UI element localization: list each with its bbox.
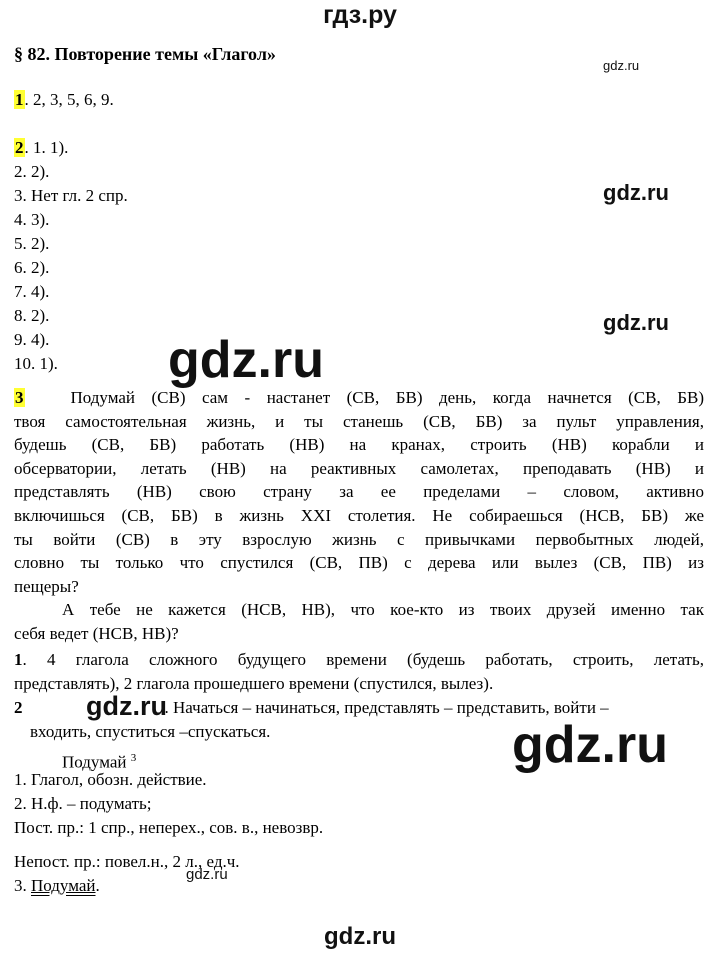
text-line: словно ты только что спустился (СВ, ПВ) с дерева или вылез (СВ, ПВ) из	[14, 553, 704, 573]
exercise-number: 1	[15, 90, 24, 109]
watermark-bottom-small: gdz.ru	[186, 866, 228, 883]
text-line: обсерватории, летать (НВ) на реактивных самолетах, преподавать (НВ) и	[14, 458, 704, 478]
text-line: будешь (СВ, БВ) работать (НВ) на кранах, строить (НВ) корабли и	[14, 435, 704, 455]
parse-line: 1. Глагол, обозн. действие.	[14, 770, 207, 789]
watermark-big-1: gdz.ru	[168, 331, 324, 389]
parse-heading: Подумай $^3$	[62, 752, 137, 772]
exercise-2-line: 6. 2).	[14, 258, 50, 277]
exercise-3-question-2: 2 . Начаться – начинаться, представлять – представить, войти –	[14, 698, 609, 717]
text-line: себя ведет (НСВ, НВ)?	[14, 623, 179, 643]
text-line: ты войти (СВ) в эту взрослую жизнь с привычками первобытных людей,	[14, 529, 704, 549]
text-line: твоя самостоятельная жизнь, и ты станешь (СВ, БВ) за пульт управления,	[14, 411, 704, 431]
exercise-2-line: 9. 4).	[14, 330, 50, 349]
exercise-number: 3	[15, 388, 24, 407]
site-header: гдз.ру	[323, 1, 397, 29]
watermark-footer: gdz.ru	[324, 923, 396, 950]
text-line: представлять (НВ) свою страну за ее пределами – словом, активно	[14, 482, 704, 502]
text-line: 1. 4 глагола сложного будущего времени (будешь работать, строить, летать,	[14, 650, 704, 669]
page-title: § 82. Повторение темы «Глагол»	[14, 44, 276, 64]
exercise-2	[14, 136, 128, 376]
parse-line-3: 3. Подумай.	[14, 876, 100, 895]
text-line: А тебе не кажется (НСВ, НВ), что кое-кто из твоих друзей именно так	[62, 600, 704, 619]
parse-superscript: 3	[130, 752, 137, 764]
exercise-2-line: 3. Нет гл. 2 спр.	[14, 186, 128, 205]
exercise-3-question-1	[14, 648, 704, 695]
text-line: пещеры?	[14, 576, 79, 596]
watermark-small-top: gdz.ru	[603, 58, 640, 73]
exercise-2-line: 4. 3).	[14, 210, 50, 229]
exercise-2-line: 7. 4).	[14, 282, 50, 301]
watermark-big-2: gdz.ru	[512, 716, 668, 774]
question-number: 1	[14, 650, 23, 669]
watermark-mid-2: gdz.ru	[603, 310, 669, 335]
question-2-line-2: входить, спуститься –спускаться.	[30, 722, 271, 741]
exercise-2-line: 8. 2).	[14, 306, 50, 325]
text-line: включишься (СВ, БВ) в жизнь XXI столетия. Не собираешься (НСВ, БВ) же	[14, 505, 704, 525]
exercise-2-line: 5. 2).	[14, 234, 50, 253]
exercise-number: 2	[15, 138, 24, 157]
question-number: 2	[14, 698, 23, 717]
watermark-mid-1: gdz.ru	[603, 180, 669, 205]
underlined-predicate: Подумай	[31, 876, 96, 895]
parse-line: Непост. пр.: повел.н., 2 л., ед.ч.	[14, 852, 240, 871]
text-line: представлять), 2 глагола прошедшего времени (спустился, вылез).	[14, 673, 494, 693]
text-line: 3 Подумай (СВ) сам - настанет (СВ, БВ) день, когда начнется (СВ, БВ)	[15, 388, 704, 407]
exercise-3-paragraph-1	[14, 386, 704, 598]
exercise-1-answer: . 2, 3, 5, 6, 9.	[24, 90, 114, 109]
exercise-2-line: 2. 1. 1).	[15, 138, 69, 157]
exercise-3-paragraph-2	[14, 598, 704, 645]
exercise-2-line: 10. 1).	[14, 354, 58, 373]
watermark-inline: gdz.ru	[86, 691, 167, 721]
parse-line: 2. Н.ф. – подумать;	[14, 794, 152, 813]
parse-line: Пост. пр.: 1 спр., неперех., сов. в., невозвр.	[14, 818, 324, 837]
exercise-1	[14, 88, 114, 112]
exercise-2-line: 2. 2).	[14, 162, 50, 181]
